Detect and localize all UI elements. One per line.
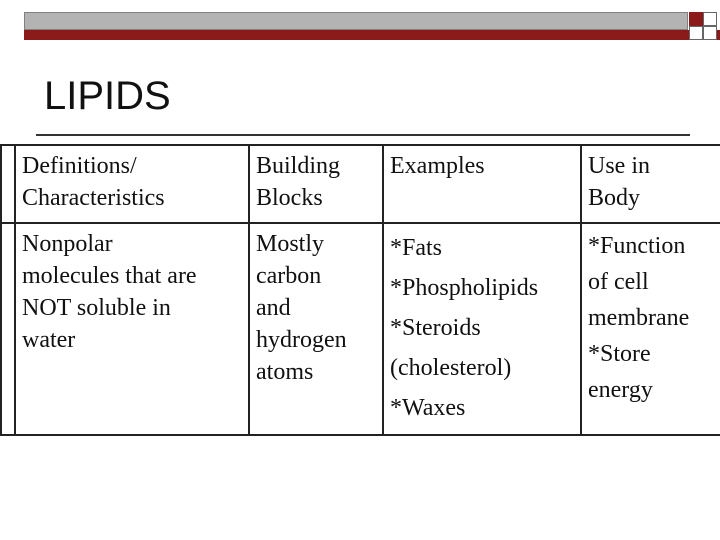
cell-use-in-body-line: of cell bbox=[588, 269, 649, 295]
header-definitions bbox=[15, 145, 249, 223]
slide-title: LIPIDS bbox=[44, 74, 171, 118]
header-use-in-body bbox=[581, 145, 720, 223]
cell-building-blocks-line: atoms bbox=[256, 359, 314, 385]
cell-use-in-body-line: energy bbox=[588, 377, 653, 403]
cell-building-blocks-line: Mostly bbox=[256, 231, 325, 257]
header-examples bbox=[383, 145, 581, 223]
cell-definitions-line: NOT soluble in bbox=[22, 295, 171, 321]
header-examples-line: Examples bbox=[390, 153, 485, 179]
corner-square-outline bbox=[689, 26, 703, 40]
cell-examples bbox=[383, 223, 581, 435]
cell-building-blocks bbox=[249, 223, 383, 435]
header-definitions-line: Definitions/ bbox=[22, 153, 137, 179]
corner-square-filled bbox=[689, 12, 703, 26]
cell-definitions-line: molecules that are bbox=[22, 263, 197, 289]
cell-definitions-line: water bbox=[22, 327, 76, 353]
header-building-blocks-line: Blocks bbox=[256, 185, 323, 211]
header-accent-bar bbox=[24, 30, 720, 40]
cell-examples-line: *Steroids bbox=[390, 315, 481, 341]
table-stub-cell bbox=[1, 145, 15, 223]
corner-square-outline bbox=[703, 26, 717, 40]
header-use-in-body-line: Use in bbox=[588, 153, 650, 179]
cell-examples-line: *Waxes bbox=[390, 395, 466, 421]
cell-definitions bbox=[15, 223, 249, 435]
header-building-blocks bbox=[249, 145, 383, 223]
table-stub-cell bbox=[1, 223, 15, 435]
cell-use-in-body bbox=[581, 223, 720, 435]
header-building-blocks-line: Building bbox=[256, 153, 341, 179]
cell-building-blocks-line: carbon bbox=[256, 263, 322, 289]
cell-examples-line: (cholesterol) bbox=[390, 355, 512, 381]
cell-examples-line: *Phospholipids bbox=[390, 275, 539, 301]
corner-square-outline bbox=[703, 12, 717, 26]
cell-building-blocks-line: hydrogen bbox=[256, 327, 347, 353]
cell-examples-line: *Fats bbox=[390, 235, 443, 261]
cell-building-blocks-line: and bbox=[256, 295, 291, 321]
table-header-row bbox=[1, 145, 720, 223]
table-row bbox=[1, 223, 720, 435]
header-definitions-line: Characteristics bbox=[22, 185, 165, 211]
cell-use-in-body-line: *Store bbox=[588, 341, 651, 367]
cell-definitions-line: Nonpolar bbox=[22, 231, 113, 257]
title-divider bbox=[36, 134, 690, 136]
header-use-in-body-line: Body bbox=[588, 185, 641, 211]
cell-use-in-body-line: membrane bbox=[588, 305, 690, 331]
header-decor-bar bbox=[24, 12, 688, 30]
lipids-table bbox=[0, 144, 720, 436]
cell-use-in-body-line: *Function bbox=[588, 233, 686, 259]
